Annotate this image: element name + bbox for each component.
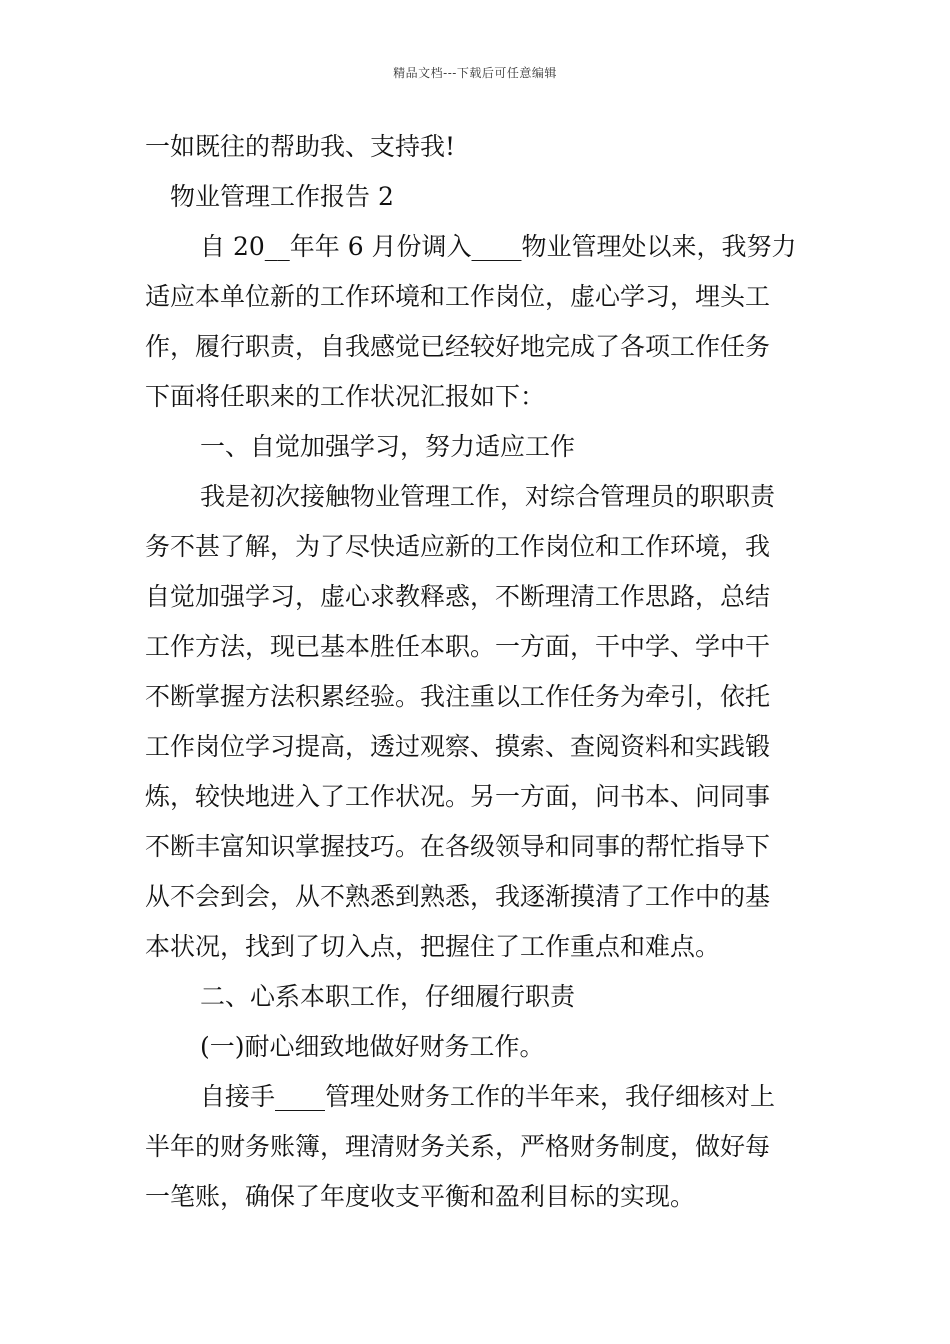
text-line: 自觉加强学习，虚心求教释惑，不断理清工作思路，总结 <box>145 582 771 611</box>
subsection-heading: (一)耐心细致地做好财务工作。 <box>200 1032 545 1061</box>
text-line: 一笔账，确保了年度收支平衡和盈利目标的实现。 <box>145 1182 696 1211</box>
text-line: 从不会到会，从不熟悉到熟悉，我逐渐摸清了工作中的基 <box>145 882 771 911</box>
text-line: 务不甚了解，为了尽快适应新的工作岗位和工作环境，我 <box>145 532 771 561</box>
text-line: 不断掌握方法积累经验。我注重以工作任务为牵引，依托 <box>145 682 771 711</box>
section-heading: 一、自觉加强学习，努力适应工作 <box>200 432 576 461</box>
text-line: 工作岗位学习提高，透过观察、摸索、查阅资料和实践锻 <box>145 732 771 761</box>
text-line: 自 20__年年 6 月份调入____物业管理处以来，我努力 <box>200 232 797 261</box>
section-title: 物业管理工作报告 2 <box>170 182 394 211</box>
text-line: 半年的财务账簿，理清财务关系，严格财务制度，做好每 <box>145 1132 771 1161</box>
text-line: 本状况，找到了切入点，把握住了工作重点和难点。 <box>145 932 721 961</box>
text-line: 作，履行职责，自我感觉已经较好地完成了各项工作任务 <box>145 332 771 361</box>
text-line: 不断丰富知识掌握技巧。在各级领导和同事的帮忙指导下 <box>145 832 771 861</box>
text-line: 工作方法，现已基本胜任本职。一方面，干中学、学中干 <box>145 632 771 661</box>
text-line: 一如既往的帮助我、支持我! <box>145 132 456 161</box>
page-header: 精品文档---下载后可任意编辑 <box>393 66 557 80</box>
text-line: 自接手____管理处财务工作的半年来，我仔细核对上 <box>200 1082 776 1111</box>
text-line: 我是初次接触物业管理工作，对综合管理员的职职责 <box>200 482 776 511</box>
text-line: 炼，较快地进入了工作状况。另一方面，问书本、问同事 <box>145 782 771 811</box>
document-body <box>145 122 810 1222</box>
text-line: 下面将任职来的工作状况汇报如下： <box>145 382 546 411</box>
text-line: 适应本单位新的工作环境和工作岗位，虚心学习，埋头工 <box>145 282 771 311</box>
section-heading: 二、心系本职工作，仔细履行职责 <box>200 982 576 1011</box>
